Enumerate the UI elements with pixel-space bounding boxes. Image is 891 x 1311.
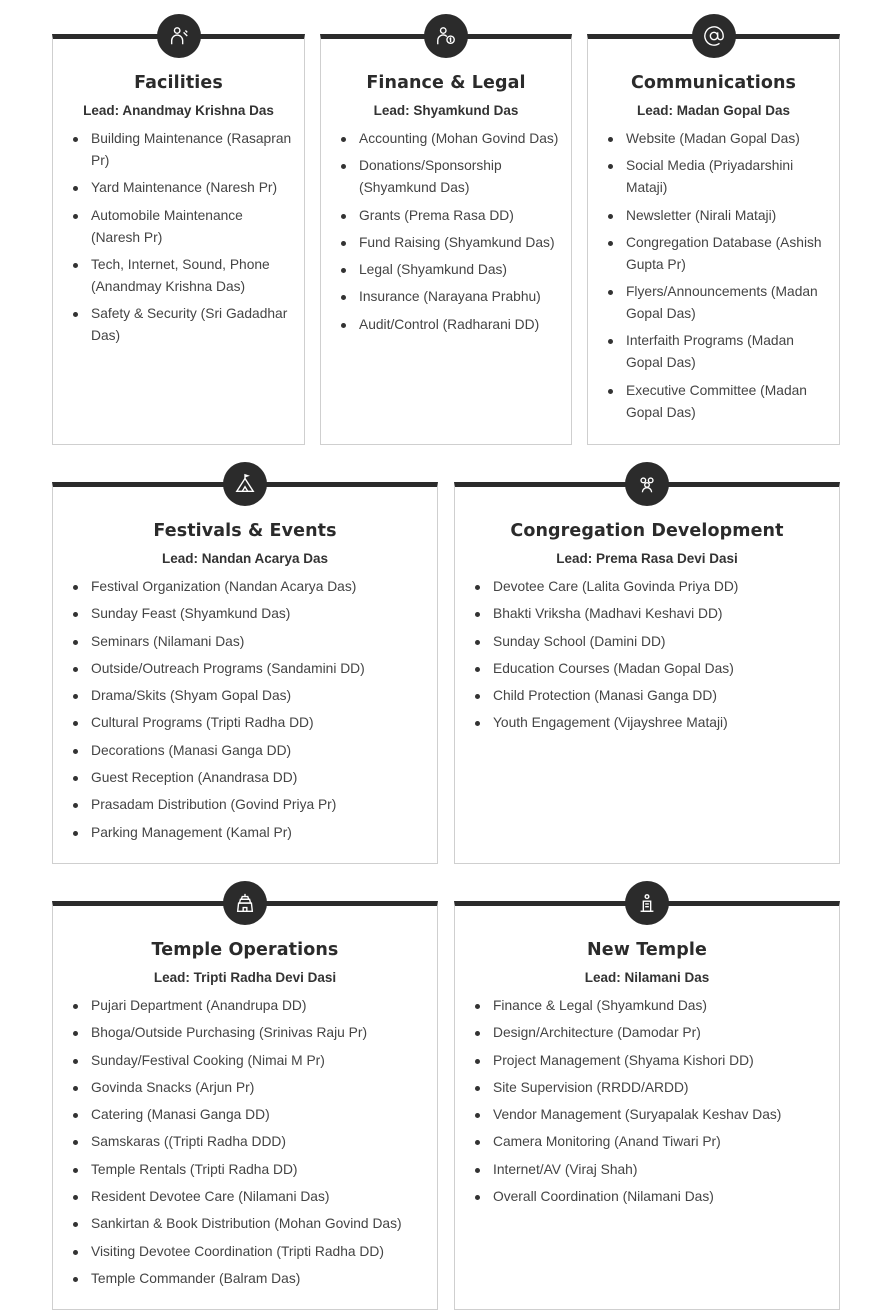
list-item: Temple Commander (Balram Das): [91, 1268, 425, 1290]
list-item: Congregation Database (Ashish Gupta Pr): [626, 232, 827, 276]
list-item: Outside/Outreach Programs (Sandamini DD): [91, 658, 425, 680]
list-item: Cultural Programs (Tripti Radha DD): [91, 712, 425, 734]
congregation-development-card: [454, 482, 840, 864]
temple-operations-card: [52, 901, 438, 1310]
list-item: Festival Organization (Nandan Acarya Das): [91, 576, 425, 598]
list-item: Devotee Care (Lalita Govinda Priya DD): [493, 576, 827, 598]
finance-legal-card: [320, 34, 572, 445]
list-item: Newsletter (Nirali Mataji): [626, 205, 827, 227]
list-item: Temple Rentals (Tripti Radha DD): [91, 1159, 425, 1181]
card-title: Festivals & Events: [153, 521, 337, 541]
list-item: Bhoga/Outside Purchasing (Srinivas Raju Pr): [91, 1022, 425, 1044]
list-item: Safety & Security (Sri Gadadhar Das): [91, 303, 292, 347]
list-item: Legal (Shyamkund Das): [359, 259, 559, 281]
card-lead: Lead: Tripti Radha Devi Dasi: [153, 970, 337, 985]
card-lead: Lead: Anandmay Krishna Das: [83, 103, 274, 118]
card-title: Temple Operations: [151, 940, 339, 960]
list-item: Yard Maintenance (Naresh Pr): [91, 177, 292, 199]
list-item: Youth Engagement (Vijayshree Mataji): [493, 712, 827, 734]
list-item: Fund Raising (Shyamkund Das): [359, 232, 559, 254]
list-item: Parking Management (Kamal Pr): [91, 822, 425, 844]
card-lead: Lead: Shyamkund Das: [373, 103, 519, 118]
list-item: Guest Reception (Anandrasa DD): [91, 767, 425, 789]
list-item: Interfaith Programs (Madan Gopal Das): [626, 330, 827, 374]
list-item: Project Management (Shyama Kishori DD): [493, 1050, 827, 1072]
list-item: Grants (Prema Rasa DD): [359, 205, 559, 227]
list-item: Internet/AV (Viraj Shah): [493, 1159, 827, 1181]
list-item: Camera Monitoring (Anand Tiwari Pr): [493, 1131, 827, 1153]
list-item: Sunday/Festival Cooking (Nimai M Pr): [91, 1050, 425, 1072]
list-item: Catering (Manasi Ganga DD): [91, 1104, 425, 1126]
list-item: Tech, Internet, Sound, Phone (Anandmay Krishna Das): [91, 254, 292, 298]
list-item: Education Courses (Madan Gopal Das): [493, 658, 827, 680]
list-item: Design/Architecture (Damodar Pr): [493, 1022, 827, 1044]
temple-icon: [223, 881, 267, 925]
list-item: Executive Committee (Madan Gopal Das): [626, 380, 827, 424]
list-item: Overall Coordination (Nilamani Das): [493, 1186, 827, 1208]
list-item: Sunday School (Damini DD): [493, 631, 827, 653]
festival-tent-icon: [223, 462, 267, 506]
list-item: Decorations (Manasi Ganga DD): [91, 740, 425, 762]
list-item: Building Maintenance (Rasapran Pr): [91, 128, 292, 172]
task-list: [455, 995, 839, 1208]
person-dollar-icon: [424, 14, 468, 58]
card-title: Communications: [630, 73, 797, 93]
list-item: Site Supervision (RRDD/ARDD): [493, 1077, 827, 1099]
list-item: Social Media (Priyadarshini Mataji): [626, 155, 827, 199]
festivals-events-card: [52, 482, 438, 864]
card-title: New Temple: [587, 940, 707, 960]
list-item: Audit/Control (Radharani DD): [359, 314, 559, 336]
list-item: Donations/Sponsorship (Shyamkund Das): [359, 155, 559, 199]
card-lead: Lead: Nilamani Das: [584, 970, 710, 985]
list-item: Samskaras ((Tripti Radha DDD): [91, 1131, 425, 1153]
task-list: [455, 576, 839, 734]
worker-tools-icon: [157, 14, 201, 58]
list-item: Prasadam Distribution (Govind Priya Pr): [91, 794, 425, 816]
card-title: Finance & Legal: [366, 73, 526, 93]
task-list: [588, 128, 839, 424]
list-item: Finance & Legal (Shyamkund Das): [493, 995, 827, 1017]
list-item: Automobile Maintenance (Naresh Pr): [91, 205, 292, 249]
new-temple-card: [454, 901, 840, 1310]
card-lead: Lead: Prema Rasa Devi Dasi: [556, 551, 738, 566]
card-lead: Lead: Nandan Acarya Das: [161, 551, 329, 566]
at-sign-icon: [692, 14, 736, 58]
card-title: Facilities: [134, 73, 223, 93]
list-item: Flyers/Announcements (Madan Gopal Das): [626, 281, 827, 325]
group-people-icon: [625, 462, 669, 506]
list-item: Visiting Devotee Coordination (Tripti Radha DD): [91, 1241, 425, 1263]
construction-building-icon: [625, 881, 669, 925]
card-lead: Lead: Madan Gopal Das: [636, 103, 791, 118]
task-list: [321, 128, 571, 336]
task-list: [53, 995, 437, 1290]
list-item: Bhakti Vriksha (Madhavi Keshavi DD): [493, 603, 827, 625]
communications-card: [587, 34, 840, 445]
list-item: Vendor Management (Suryapalak Keshav Das): [493, 1104, 827, 1126]
list-item: Seminars (Nilamani Das): [91, 631, 425, 653]
task-list: [53, 128, 304, 347]
list-item: Govinda Snacks (Arjun Pr): [91, 1077, 425, 1099]
list-item: Child Protection (Manasi Ganga DD): [493, 685, 827, 707]
list-item: Insurance (Narayana Prabhu): [359, 286, 559, 308]
list-item: Accounting (Mohan Govind Das): [359, 128, 559, 150]
card-title: Congregation Development: [510, 521, 784, 541]
list-item: Sunday Feast (Shyamkund Das): [91, 603, 425, 625]
task-list: [53, 576, 437, 844]
list-item: Website (Madan Gopal Das): [626, 128, 827, 150]
list-item: Pujari Department (Anandrupa DD): [91, 995, 425, 1017]
facilities-card: [52, 34, 305, 445]
list-item: Sankirtan & Book Distribution (Mohan Govind Das): [91, 1213, 425, 1235]
list-item: Drama/Skits (Shyam Gopal Das): [91, 685, 425, 707]
list-item: Resident Devotee Care (Nilamani Das): [91, 1186, 425, 1208]
